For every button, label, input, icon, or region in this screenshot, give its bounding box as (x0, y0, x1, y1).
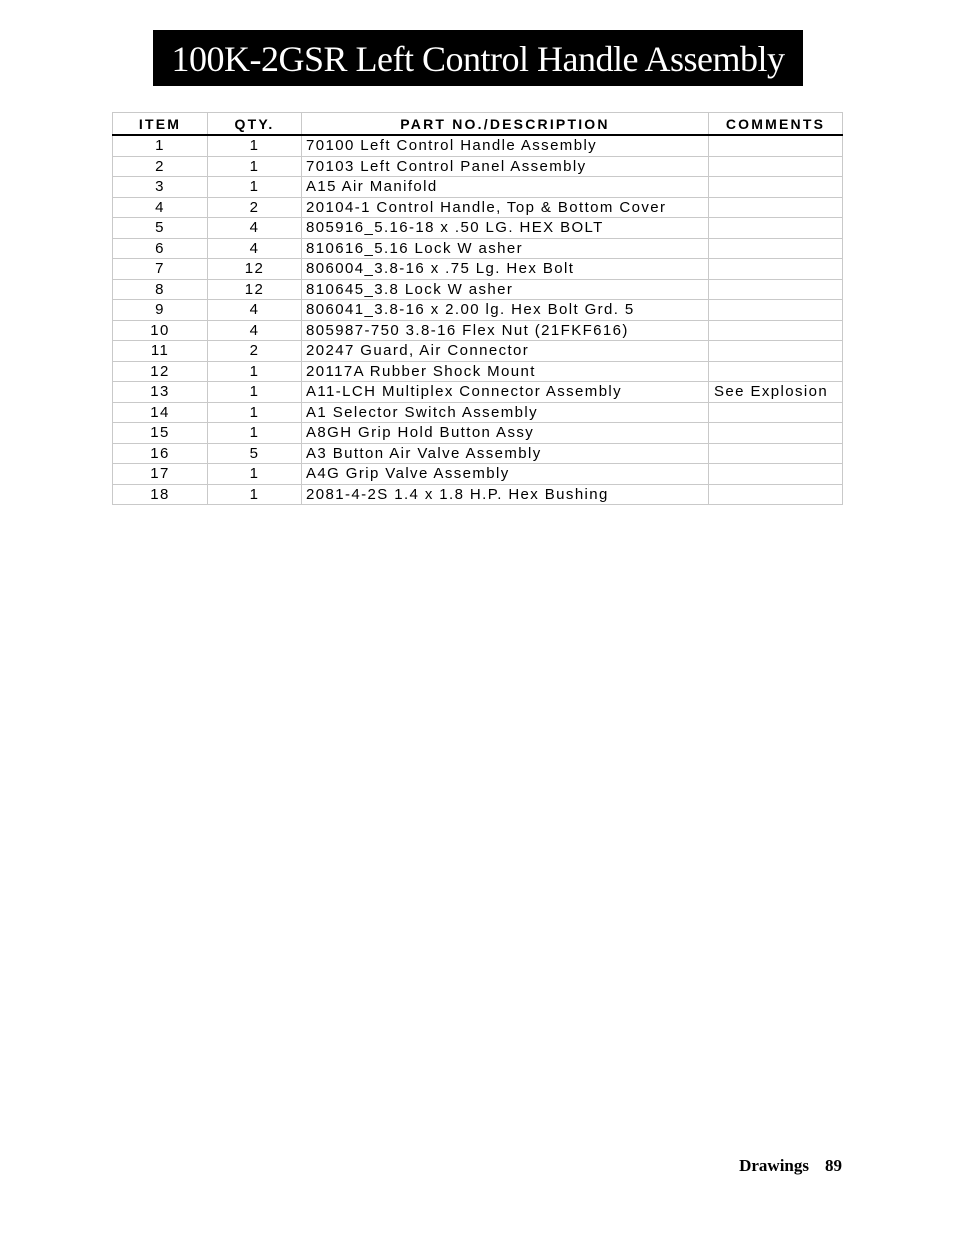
cell-comments (709, 156, 843, 177)
table-row (113, 361, 843, 382)
table-row (113, 177, 843, 198)
cell-item: 4 (113, 197, 208, 218)
cell-qty: 1 (208, 464, 302, 485)
parts-table (112, 112, 843, 505)
cell-qty: 2 (208, 197, 302, 218)
cell-item: 12 (113, 361, 208, 382)
cell-description: A4G Grip Valve Assembly (302, 464, 709, 485)
cell-description: A8GH Grip Hold Button Assy (302, 423, 709, 444)
table-row (113, 402, 843, 423)
cell-description: 810645_3.8 Lock W asher (302, 279, 709, 300)
table-row (113, 218, 843, 239)
cell-item: 13 (113, 382, 208, 403)
cell-description: 20117A Rubber Shock Mount (302, 361, 709, 382)
cell-description: 806041_3.8-16 x 2.00 lg. Hex Bolt Grd. 5 (302, 300, 709, 321)
cell-item: 15 (113, 423, 208, 444)
table-row (113, 341, 843, 362)
cell-item: 6 (113, 238, 208, 259)
cell-item: 14 (113, 402, 208, 423)
cell-item: 7 (113, 259, 208, 280)
cell-description: A15 Air Manifold (302, 177, 709, 198)
cell-item: 18 (113, 484, 208, 505)
table-row (113, 279, 843, 300)
cell-comments (709, 402, 843, 423)
cell-comments (709, 464, 843, 485)
cell-comments (709, 197, 843, 218)
title-bar (153, 30, 803, 86)
cell-qty: 5 (208, 443, 302, 464)
cell-qty: 1 (208, 361, 302, 382)
header-item: ITEM (113, 113, 208, 136)
cell-description: 810616_5.16 Lock W asher (302, 238, 709, 259)
cell-comments (709, 218, 843, 239)
table-row (113, 382, 843, 403)
cell-comments: See Explosion (709, 382, 843, 403)
cell-comments (709, 279, 843, 300)
cell-comments (709, 484, 843, 505)
cell-qty: 4 (208, 300, 302, 321)
header-description: PART NO./DESCRIPTION (302, 113, 709, 136)
cell-comments (709, 135, 843, 156)
table-row (113, 423, 843, 444)
page-title: 100K-2GSR Left Control Handle Assembly (171, 39, 785, 79)
cell-item: 11 (113, 341, 208, 362)
cell-description: 70100 Left Control Handle Assembly (302, 135, 709, 156)
cell-description: 805916_5.16-18 x .50 LG. HEX BOLT (302, 218, 709, 239)
header-qty: QTY. (208, 113, 302, 136)
table-row (113, 443, 843, 464)
cell-description: 2081-4-2S 1.4 x 1.8 H.P. Hex Bushing (302, 484, 709, 505)
table-row (113, 259, 843, 280)
cell-qty: 1 (208, 382, 302, 403)
cell-description: A11-LCH Multiplex Connector Assembly (302, 382, 709, 403)
cell-item: 9 (113, 300, 208, 321)
cell-qty: 1 (208, 402, 302, 423)
cell-qty: 4 (208, 238, 302, 259)
cell-qty: 2 (208, 341, 302, 362)
cell-item: 2 (113, 156, 208, 177)
cell-description: 806004_3.8-16 x .75 Lg. Hex Bolt (302, 259, 709, 280)
cell-item: 1 (113, 135, 208, 156)
cell-comments (709, 341, 843, 362)
cell-comments (709, 238, 843, 259)
cell-description: 20104-1 Control Handle, Top & Bottom Cover (302, 197, 709, 218)
cell-qty: 12 (208, 259, 302, 280)
cell-item: 17 (113, 464, 208, 485)
table-row (113, 300, 843, 321)
cell-comments (709, 443, 843, 464)
cell-description: A1 Selector Switch Assembly (302, 402, 709, 423)
cell-item: 3 (113, 177, 208, 198)
cell-description: 805987-750 3.8-16 Flex Nut (21FKF616) (302, 320, 709, 341)
parts-table-body (113, 135, 843, 505)
cell-comments (709, 423, 843, 444)
table-row (113, 238, 843, 259)
cell-item: 8 (113, 279, 208, 300)
cell-comments (709, 177, 843, 198)
cell-qty: 4 (208, 218, 302, 239)
cell-description: 20247 Guard, Air Connector (302, 341, 709, 362)
cell-item: 16 (113, 443, 208, 464)
cell-qty: 1 (208, 484, 302, 505)
table-row (113, 484, 843, 505)
table-row (113, 464, 843, 485)
cell-description: 70103 Left Control Panel Assembly (302, 156, 709, 177)
table-row (113, 135, 843, 156)
cell-qty: 12 (208, 279, 302, 300)
cell-comments (709, 361, 843, 382)
table-row (113, 320, 843, 341)
cell-qty: 1 (208, 135, 302, 156)
cell-item: 5 (113, 218, 208, 239)
cell-comments (709, 259, 843, 280)
table-row (113, 156, 843, 177)
table-row (113, 197, 843, 218)
cell-qty: 4 (208, 320, 302, 341)
footer-section-label: Drawings (739, 1156, 809, 1175)
cell-comments (709, 300, 843, 321)
table-header-row (113, 113, 843, 136)
cell-qty: 1 (208, 177, 302, 198)
cell-qty: 1 (208, 156, 302, 177)
page-number: 89 (825, 1156, 842, 1175)
cell-item: 10 (113, 320, 208, 341)
cell-comments (709, 320, 843, 341)
page-footer (739, 1156, 842, 1176)
cell-qty: 1 (208, 423, 302, 444)
cell-description: A3 Button Air Valve Assembly (302, 443, 709, 464)
header-comments: COMMENTS (709, 113, 843, 136)
